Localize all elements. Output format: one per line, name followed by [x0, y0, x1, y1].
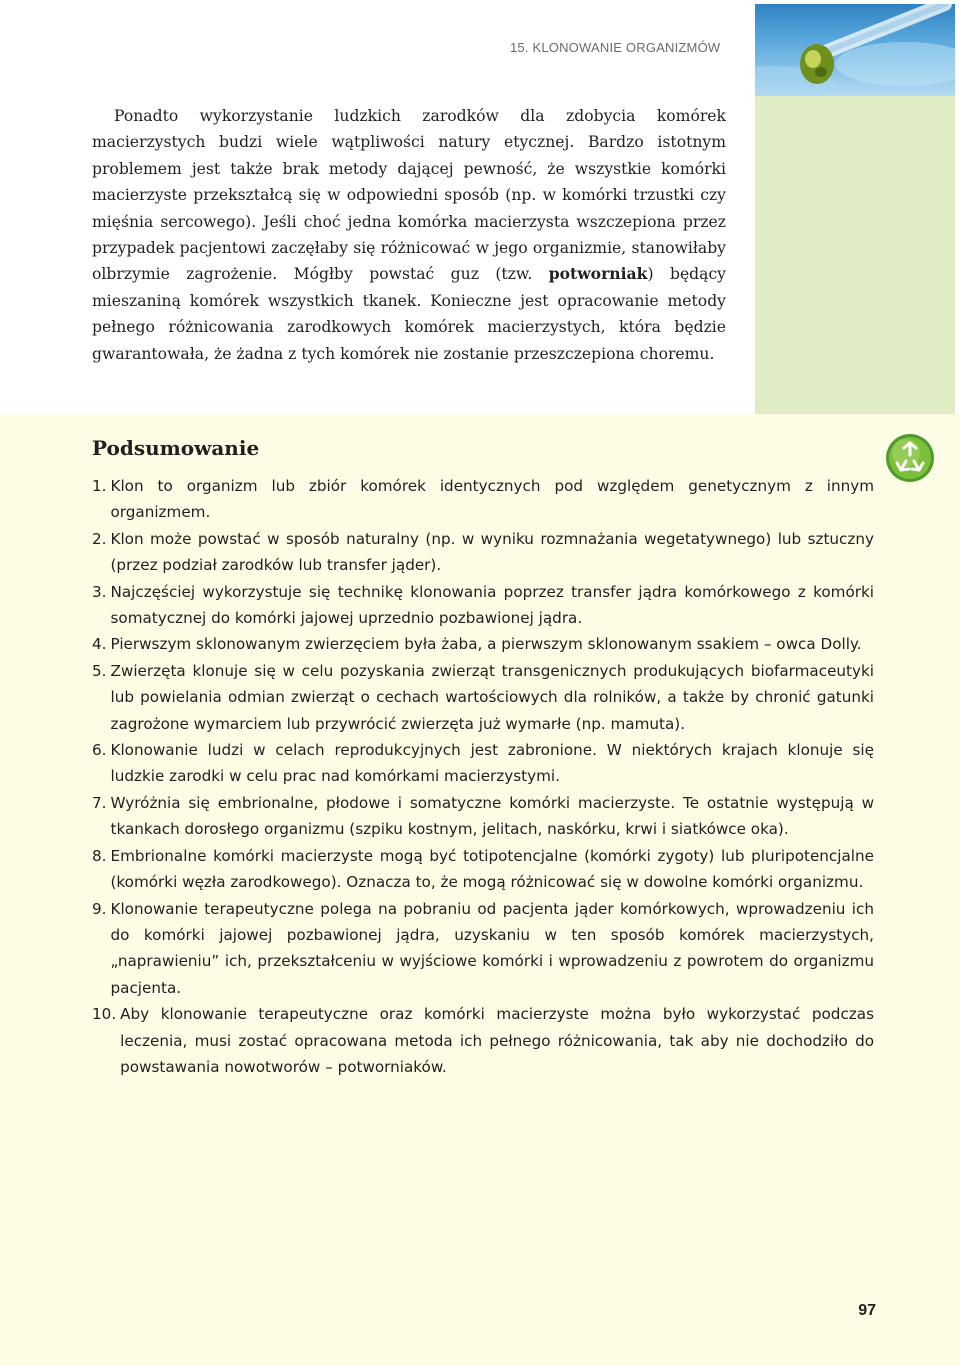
list-item: [92, 473, 874, 526]
item-number: 4.: [92, 635, 107, 654]
intro-paragraph: [92, 103, 726, 367]
intro-text-part2: ) będący mieszaniną komórek wszystkich tkanek. Konieczne jest opracowanie metody pełnego różnicowania zarodkowych komórek macierzystych, która będzie gwarantowała, że żadna z tych komórek nie zostanie przeszczepiona choremu.: [92, 265, 726, 363]
pipette-photo: [755, 4, 955, 96]
recycle-icon: [885, 433, 935, 483]
item-number: 10.: [92, 1005, 117, 1024]
list-item: [92, 737, 874, 790]
summary-title: Podsumowanie: [92, 436, 260, 460]
item-number: 6.: [92, 741, 107, 760]
list-item: [92, 658, 874, 737]
summary-list: [92, 473, 874, 1080]
bold-term: potworniak: [548, 264, 648, 284]
list-item: [92, 526, 874, 579]
item-text: Klonowanie ludzi w celach reprodukcyjnych jest zabronione. W niektórych krajach klonuje się ludzkie zarodki w celu prac nad komórkami macierzystymi.: [110, 741, 874, 786]
intro-text-part1: Ponadto wykorzystanie ludzkich zarodków dla zdobycia komórek macierzystych budzi wiele wątpliwości natury etycznej. Bardzo istotnym problemem jest także brak metody dającej pewność, że wszystkie komórki macierzyste przekształcą się w odpowiedni sposób (np. w komórki trzustki czy mięśnia sercowego). Jeśli choć jedna komórka macierzysta wszczepiona przez przypadek pacjentowi zaczęłaby się różnicować w jego organizmie, stanowiłaby olbrzymie zagrożenie. Mógłby powstać guz (tzw.: [92, 107, 726, 284]
item-text: Klon może powstać w sposób naturalny (np. w wyniku rozmnażania wegetatywnego) lub sztuczny (przez podział zarodków lub transfer jąder).: [110, 529, 874, 575]
item-text: Pierwszym sklonowanym zwierzęciem była żaba, a pierwszym sklonowanym ssakiem – owca Dolly.: [110, 635, 862, 654]
list-item: [92, 1001, 874, 1080]
item-text: Wyróżnia się embrionalne, płodowe i somatyczne komórki macierzyste. Te ostatnie występują w tkankach dorosłego organizmu (szpiku kostnym, jelitach, naskórku, krwi i siatkówce oka).: [110, 793, 874, 839]
pipette-droplet-icon: [755, 4, 955, 96]
item-number: 9.: [92, 899, 107, 918]
item-text: Klon to organizm lub zbiór komórek identycznych pod względem genetycznym z innym organizmem.: [110, 477, 874, 522]
item-number: 7.: [92, 793, 107, 812]
list-item: [92, 896, 874, 1002]
chapter-title: 15. KLONOWANIE ORGANIZMÓW: [510, 40, 721, 55]
item-text: Najczęściej wykorzystuje się technikę klonowania poprzez transfer jądra komórkowego z komórki somatycznej do komórki jajowej uprzednio pozbawionej jądra.: [110, 582, 874, 628]
list-item: [92, 579, 874, 632]
item-number: 2.: [92, 529, 107, 548]
list-item: [92, 843, 874, 896]
item-number: 1.: [92, 477, 107, 495]
item-text: Zwierzęta klonuje się w celu pozyskania zwierząt transgenicznych produkujących biofarmaceutyki lub powielania odmian zwierząt o cechach wartościowych dla rolników, a także by chronić gatunki zagrożone wymarciem lub przywrócić zwierzęta już wymarłe (np. mamuta).: [110, 661, 874, 733]
page-number: 97: [858, 1302, 876, 1319]
item-text: Aby klonowanie terapeutyczne oraz komórki macierzyste można było wykorzystać podczas leczenia, musi zostać opracowana metoda ich pełnego różnicowania, tak aby nie dochodziło do powstawania nowotworów – potworniaków.: [120, 1005, 874, 1076]
list-item: [92, 790, 874, 843]
item-number: 3.: [92, 582, 107, 601]
item-number: 8.: [92, 846, 107, 865]
item-number: 5.: [92, 661, 107, 680]
item-text: Klonowanie terapeutyczne polega na pobraniu od pacjenta jąder komórkowych, wprowadzeniu ich do komórki jajowej pozbawionej jądra, uzyskaniu w ten sposób komórek macierzystych, „naprawieniu” ich, przekształceniu w wyjściowe komórki i wprowadzeniu z powrotem do organizmu pacjenta.: [110, 899, 874, 997]
list-item: [92, 631, 874, 657]
item-text: Embrionalne komórki macierzyste mogą być totipotencjalne (komórki zygoty) lub pluripotencjalne (komórki węzła zarodkowego). Oznacza to, że mogą różnicować się w dowolne komórki organizmu.: [110, 846, 874, 892]
margin-green-strip: [755, 96, 955, 414]
